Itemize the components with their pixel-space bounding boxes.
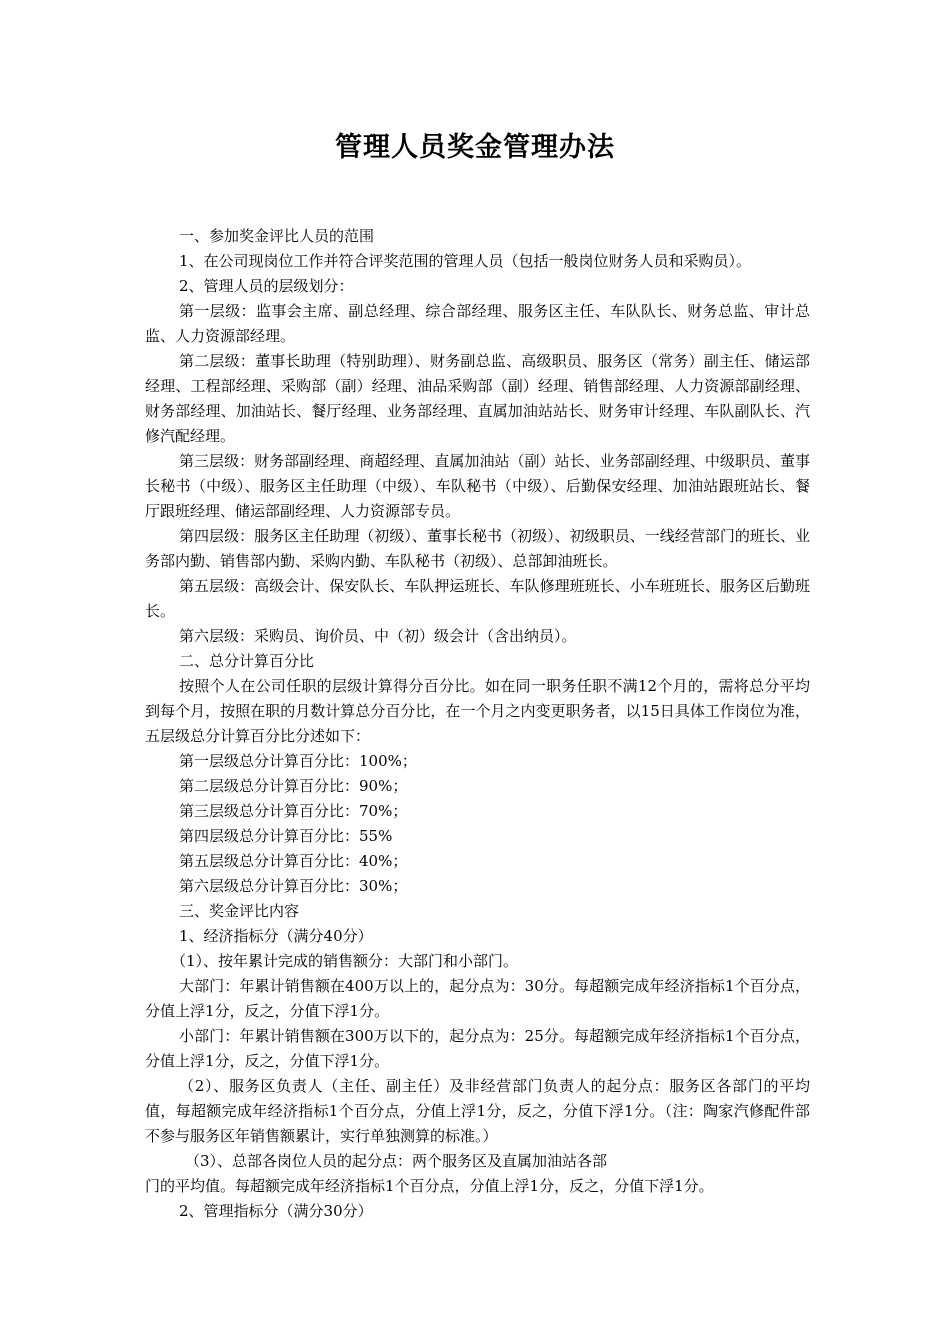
paragraph-percentage-level-6: 第六层级总分计算百分比：30%；	[179, 877, 408, 895]
paragraph-level-5: 第五层级：高级会计、保安队长、车队押运班长、车队修理班班长、小车班班长、服务区后勤班长。	[145, 577, 810, 620]
paragraph-economic-score: 1、经济指标分（满分40分）	[179, 927, 373, 945]
paragraph-large-department: 大部门：年累计销售额在400万以上的，起分点为：30分。每超额完成年经济指标1个百分点，分值上浮1分，反之，分值下浮1分。	[145, 977, 810, 1020]
section-heading-percentage: 二、总分计算百分比	[179, 652, 315, 670]
paragraph-service-area-head: （2）、服务区负责人（主任、副主任）及非经营部门负责人的起分点：服务区各部门的平均值，每超额完成年经济指标1个百分点，分值上浮1分，反之，分值下浮1分。（注：陶家汽修配件部不参与服务区年销售额累计，实行单独测算的标准。）	[145, 1077, 810, 1145]
paragraph-level-1: 第一层级：监事会主席、副总经理、综合部经理、服务区主任、车队队长、财务总监、审计总监、人力资源部经理。	[145, 302, 810, 345]
paragraph-percentage-intro: 按照个人在公司任职的层级计算得分百分比。如在同一职务任职不满12个月的，需将总分平均到每个月，按照在职的月数计算总分百分比，在一个月之内变更职务者，以15日具体工作岗位为准，五层级总分计算百分比分述如下：	[145, 677, 810, 745]
paragraph-percentage-level-3: 第三层级总分计算百分比：70%；	[179, 802, 408, 820]
paragraph-sales-score: （1）、按年累计完成的销售额分：大部门和小部门。	[171, 952, 519, 970]
paragraph-management-score: 2、管理指标分（满分30分）	[179, 1202, 373, 1220]
section-heading-scope: 一、参加奖金评比人员的范围	[179, 227, 375, 245]
paragraph-percentage-level-1: 第一层级总分计算百分比：100%；	[179, 752, 417, 770]
document-body	[145, 224, 810, 1224]
paragraph-headquarters-staff: （3）、总部各岗位人员的起分点：两个服务区及直属加油站各部	[185, 1152, 608, 1170]
paragraph-percentage-level-5: 第五层级总分计算百分比：40%；	[179, 852, 408, 870]
paragraph-scope-item-1: 1、在公司现岗位工作并符合评奖范围的管理人员（包括一般岗位财务人员和采购员）。	[179, 252, 752, 270]
paragraph-level-3: 第三层级：财务部副经理、商超经理、直属加油站（副）站长、业务部副经理、中级职员、董事长秘书（中级）、服务区主任助理（中级）、车队秘书（中级）、后勤保安经理、加油站跟班站长、餐厅跟班经理、储运部副经理、人力资源部专员。	[145, 452, 810, 520]
document-title: 管理人员奖金管理办法	[335, 132, 615, 163]
paragraph-headquarters-staff-cont: 门的平均值。每超额完成年经济指标1个百分点，分值上浮1分，反之，分值下浮1分。	[145, 1177, 714, 1195]
paragraph-percentage-level-4: 第四层级总分计算百分比：55%	[179, 827, 393, 845]
paragraph-percentage-level-2: 第二层级总分计算百分比：90%；	[179, 777, 408, 795]
paragraph-scope-item-2: 2、管理人员的层级划分：	[179, 277, 354, 295]
paragraph-level-6: 第六层级：采购员、询价员、中（初）级会计（含出纳员）。	[179, 627, 577, 645]
paragraph-level-4: 第四层级：服务区主任助理（初级）、董事长秘书（初级）、初级职员、一线经营部门的班长、业务部内勤、销售部内勤、采购内勤、车队秘书（初级）、总部卸油班长。	[145, 527, 810, 570]
paragraph-small-department: 小部门：年累计销售额在300万以下的，起分点为：25分。每超额完成年经济指标1个百分点，分值上浮1分，反之，分值下浮1分。	[145, 1027, 810, 1070]
section-heading-contents: 三、奖金评比内容	[179, 902, 300, 920]
paragraph-level-2: 第二层级：董事长助理（特别助理）、财务副总监、高级职员、服务区（常务）副主任、储运部经理、工程部经理、采购部（副）经理、油品采购部（副）经理、销售部经理、人力资源部副经理、财务部经理、加油站长、餐厅经理、业务部经理、直属加油站站长、财务审计经理、车队副队长、汽修汽配经理。	[145, 352, 810, 445]
